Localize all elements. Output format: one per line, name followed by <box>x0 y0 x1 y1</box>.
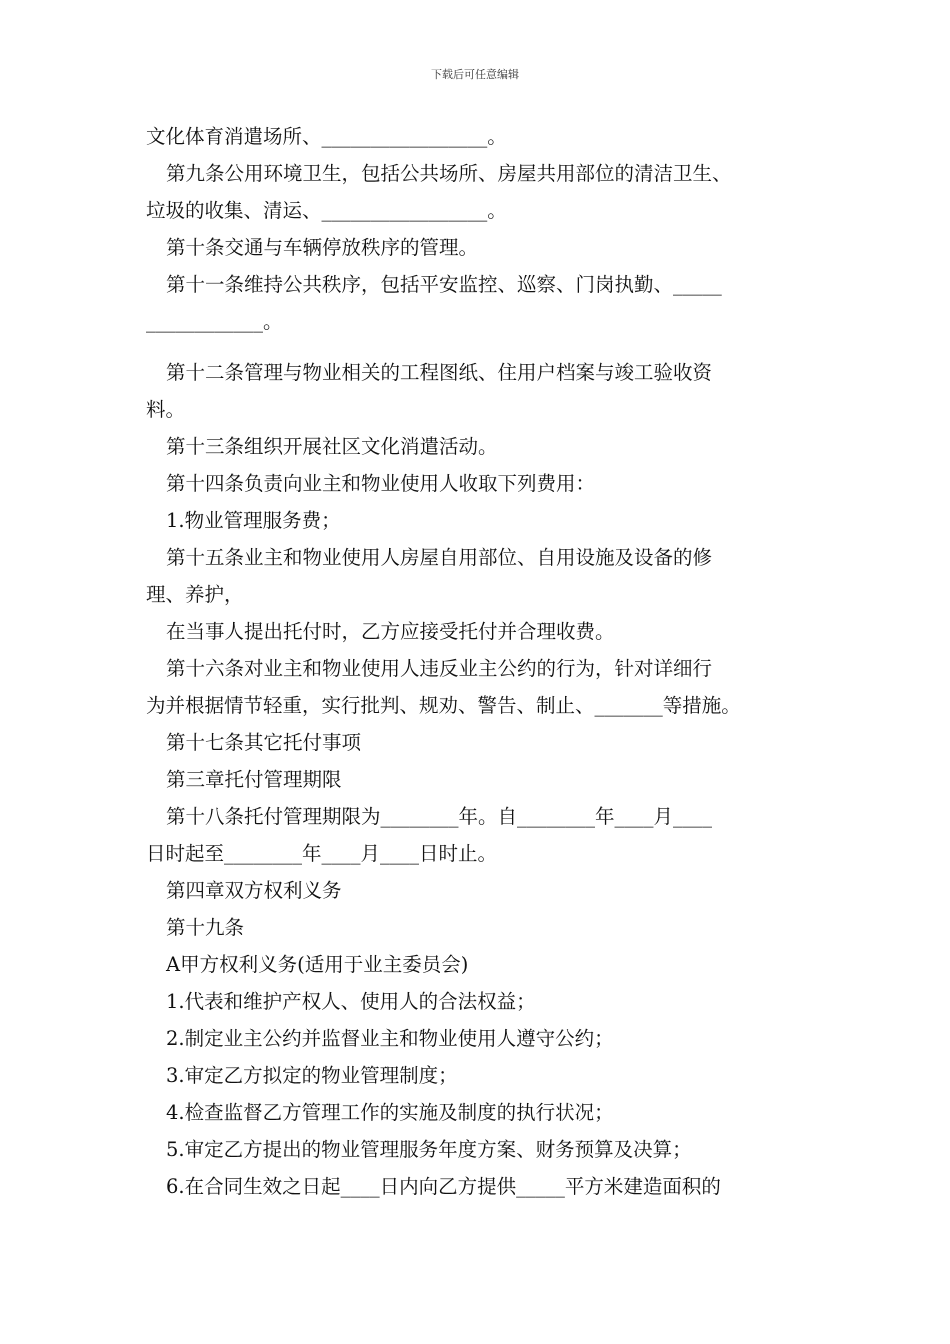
document-body <box>146 118 826 1205</box>
list-item: 3.审定乙方拟定的物业管理制度； <box>166 1064 458 1087</box>
section-a-heading: A甲方权利义务(适用于业主委员会) <box>166 953 469 976</box>
article-16: 第十六条对业主和物业使用人违反业主公约的行为，针对详细行 <box>166 657 713 680</box>
text-line: 在当事人提出托付时，乙方应接受托付并合理收费。 <box>166 620 615 643</box>
article-10: 第十条交通与车辆停放秩序的管理。 <box>166 236 479 259</box>
chapter-4-heading: 第四章双方权利义务 <box>166 879 342 902</box>
text-line: 为并根据情节轻重，实行批判、规劝、警告、制止、_______等措施。 <box>146 694 741 717</box>
list-item: 5.审定乙方提出的物业管理服务年度方案、财务预算及决算； <box>166 1138 692 1161</box>
article-18: 第十八条托付管理期限为________年。自________年____月____ <box>166 805 713 828</box>
list-item: 2.制定业主公约并监督业主和物业使用人遵守公约； <box>166 1027 614 1050</box>
article-12: 第十二条管理与物业相关的工程图纸、住用户档案与竣工验收资 <box>166 361 713 384</box>
text-line: 文化体育消遣场所、_________________。 <box>146 125 507 148</box>
chapter-3-heading: 第三章托付管理期限 <box>166 768 342 791</box>
article-11: 第十一条维持公共秩序，包括平安监控、巡察、门岗执勤、_____ <box>166 273 722 296</box>
text-line: 料。 <box>146 398 186 421</box>
article-17: 第十七条其它托付事项 <box>166 731 362 754</box>
article-15: 第十五条业主和物业使用人房屋自用部位、自用设施及设备的修 <box>166 546 713 569</box>
article-9: 第九条公用环境卫生，包括公共场所、房屋共用部位的清洁卫生、 <box>166 162 732 185</box>
list-item: 6.在合同生效之日起____日内向乙方提供_____平方米建造面积的 <box>166 1175 721 1198</box>
article-13: 第十三条组织开展社区文化消遣活动。 <box>166 435 498 458</box>
text-line: 理、养护， <box>146 583 244 606</box>
text-line: ____________。 <box>146 310 283 333</box>
text-line: 垃圾的收集、清运、_________________。 <box>146 199 507 222</box>
page-header: 下载后可任意编辑 <box>431 68 519 81</box>
list-item: 1.物业管理服务费； <box>166 509 341 532</box>
text-line: 日时起至________年____月____日时止。 <box>146 842 498 865</box>
article-19: 第十九条 <box>166 916 245 939</box>
list-item: 1.代表和维护产权人、使用人的合法权益； <box>166 990 536 1013</box>
list-item: 4.检查监督乙方管理工作的实施及制度的执行状况； <box>166 1101 614 1124</box>
article-14: 第十四条负责向业主和物业使用人收取下列费用： <box>166 472 596 495</box>
